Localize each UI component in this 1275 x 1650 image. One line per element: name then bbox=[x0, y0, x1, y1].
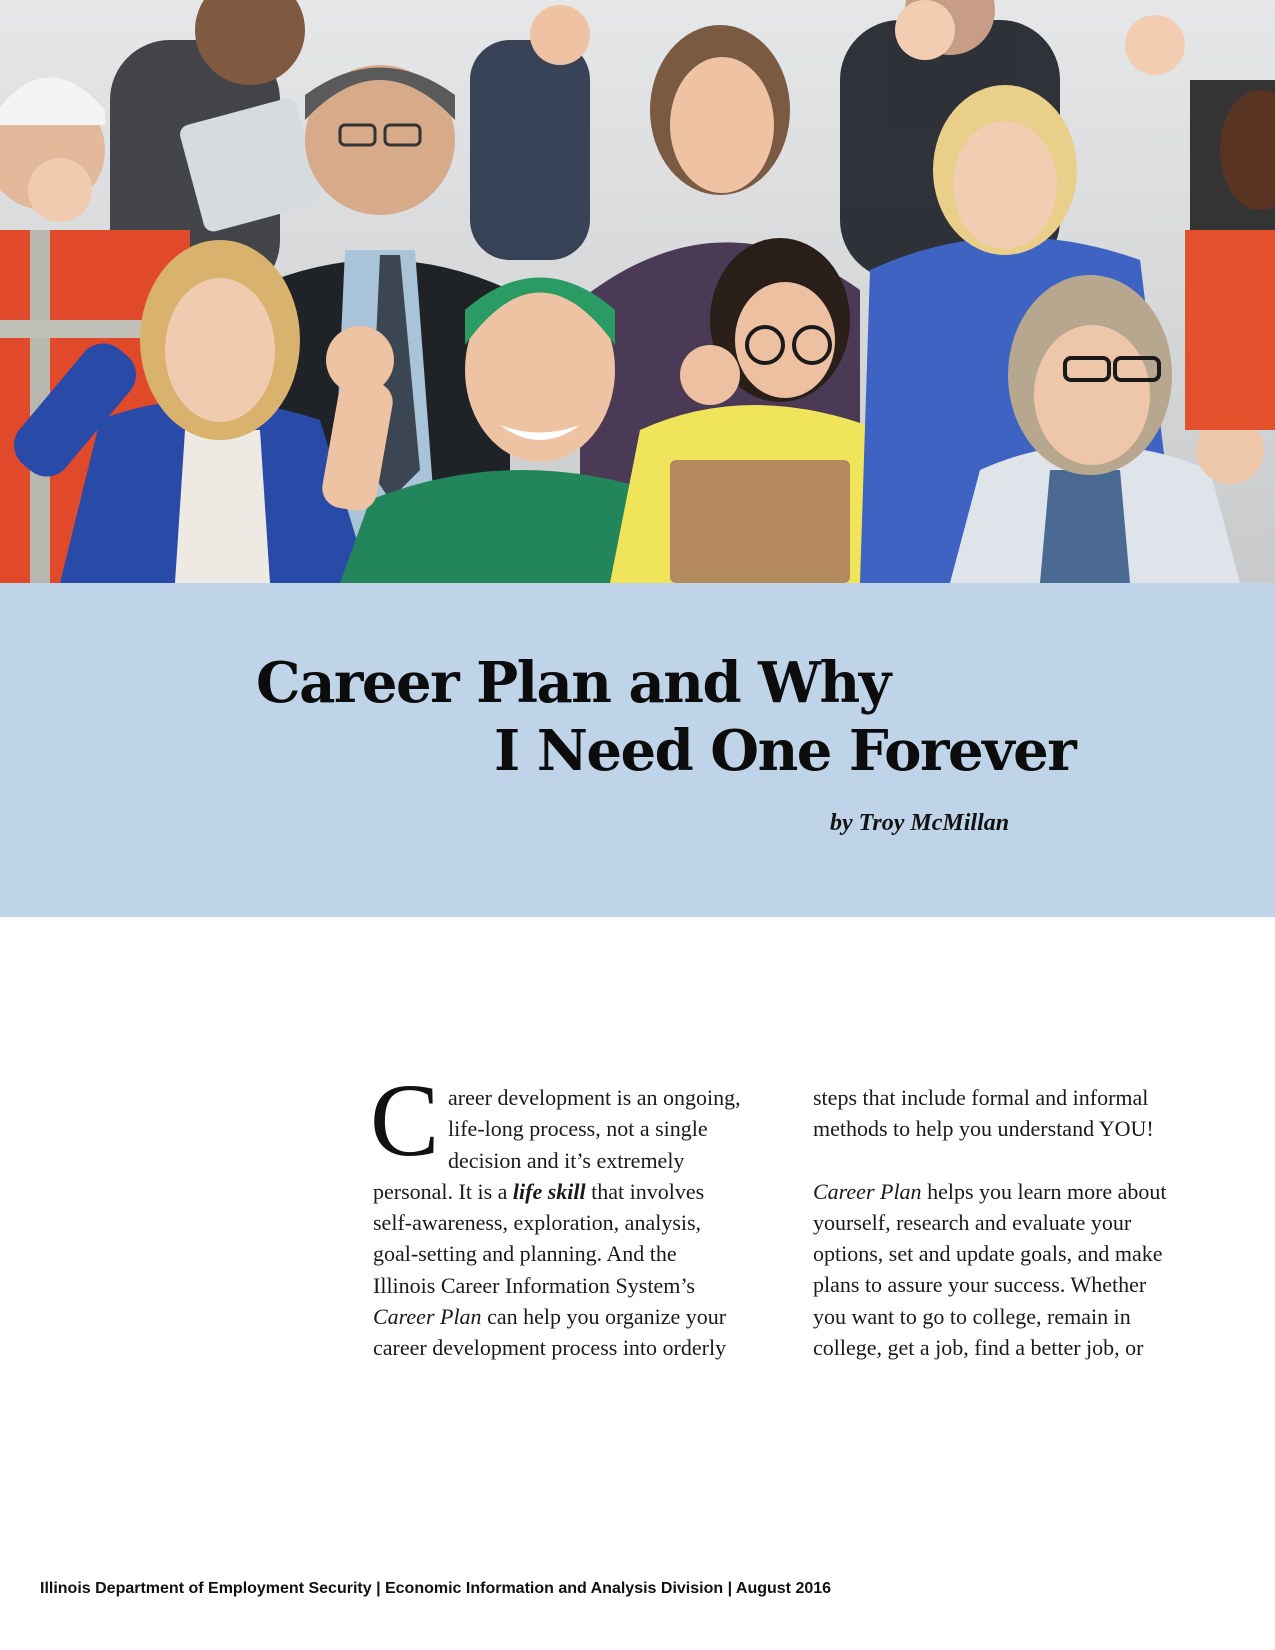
text-line: steps that include formal and informal bbox=[813, 1085, 1149, 1110]
byline: by Troy McMillan bbox=[830, 810, 1010, 836]
emphasis-career-plan: Career Plan bbox=[813, 1178, 922, 1204]
text-run: personal. It is a bbox=[373, 1178, 513, 1204]
text-line: you want to go to college, remain in bbox=[813, 1303, 1131, 1329]
article-title-line-1: Career Plan and Why bbox=[256, 650, 890, 716]
text-line: areer development is an ongoing, bbox=[448, 1085, 741, 1110]
text-line: career development process into orderly bbox=[373, 1335, 727, 1361]
page-footer: Illinois Department of Employment Security | Economic Information and Analysis Division | August 2016 bbox=[40, 1580, 832, 1597]
text-line: life-long process, not a single bbox=[448, 1116, 708, 1142]
text-line: college, get a job, find a better job, or bbox=[813, 1335, 1144, 1361]
body-column-left bbox=[370, 1063, 765, 1364]
paragraph bbox=[813, 1176, 1205, 1364]
text-line bbox=[373, 1176, 765, 1207]
crowd-photo-illustration bbox=[0, 0, 1275, 583]
article-title-line-2: I Need One Forever bbox=[494, 718, 1076, 784]
text-line: yourself, research and evaluate your bbox=[813, 1209, 1132, 1235]
paragraph bbox=[813, 1082, 1205, 1145]
text-line: self-awareness, exploration, analysis, bbox=[373, 1210, 702, 1236]
title-band bbox=[0, 583, 1275, 917]
text-run: that involves bbox=[585, 1178, 705, 1204]
body-column-right bbox=[813, 1082, 1205, 1363]
text-line bbox=[813, 1176, 1205, 1207]
emphasis-career-plan: Career Plan bbox=[373, 1304, 482, 1330]
text-line: goal-setting and planning. And the bbox=[373, 1241, 677, 1267]
emphasis-life-skill: life skill bbox=[512, 1178, 586, 1204]
text-line: plans to assure your success. Whether bbox=[813, 1272, 1147, 1298]
paragraph bbox=[370, 1063, 765, 1364]
text-line bbox=[373, 1301, 765, 1332]
text-run: helps you learn more about bbox=[921, 1178, 1167, 1204]
drop-cap: C bbox=[370, 1063, 440, 1178]
text-line: methods to help you understand YOU! bbox=[813, 1116, 1154, 1142]
text-run: can help you organize your bbox=[481, 1304, 727, 1330]
hero-photo bbox=[0, 0, 1275, 583]
text-line: Illinois Career Information System’s bbox=[373, 1272, 695, 1298]
text-line: decision and it’s extremely bbox=[448, 1147, 685, 1173]
text-line: options, set and update goals, and make bbox=[813, 1241, 1163, 1267]
